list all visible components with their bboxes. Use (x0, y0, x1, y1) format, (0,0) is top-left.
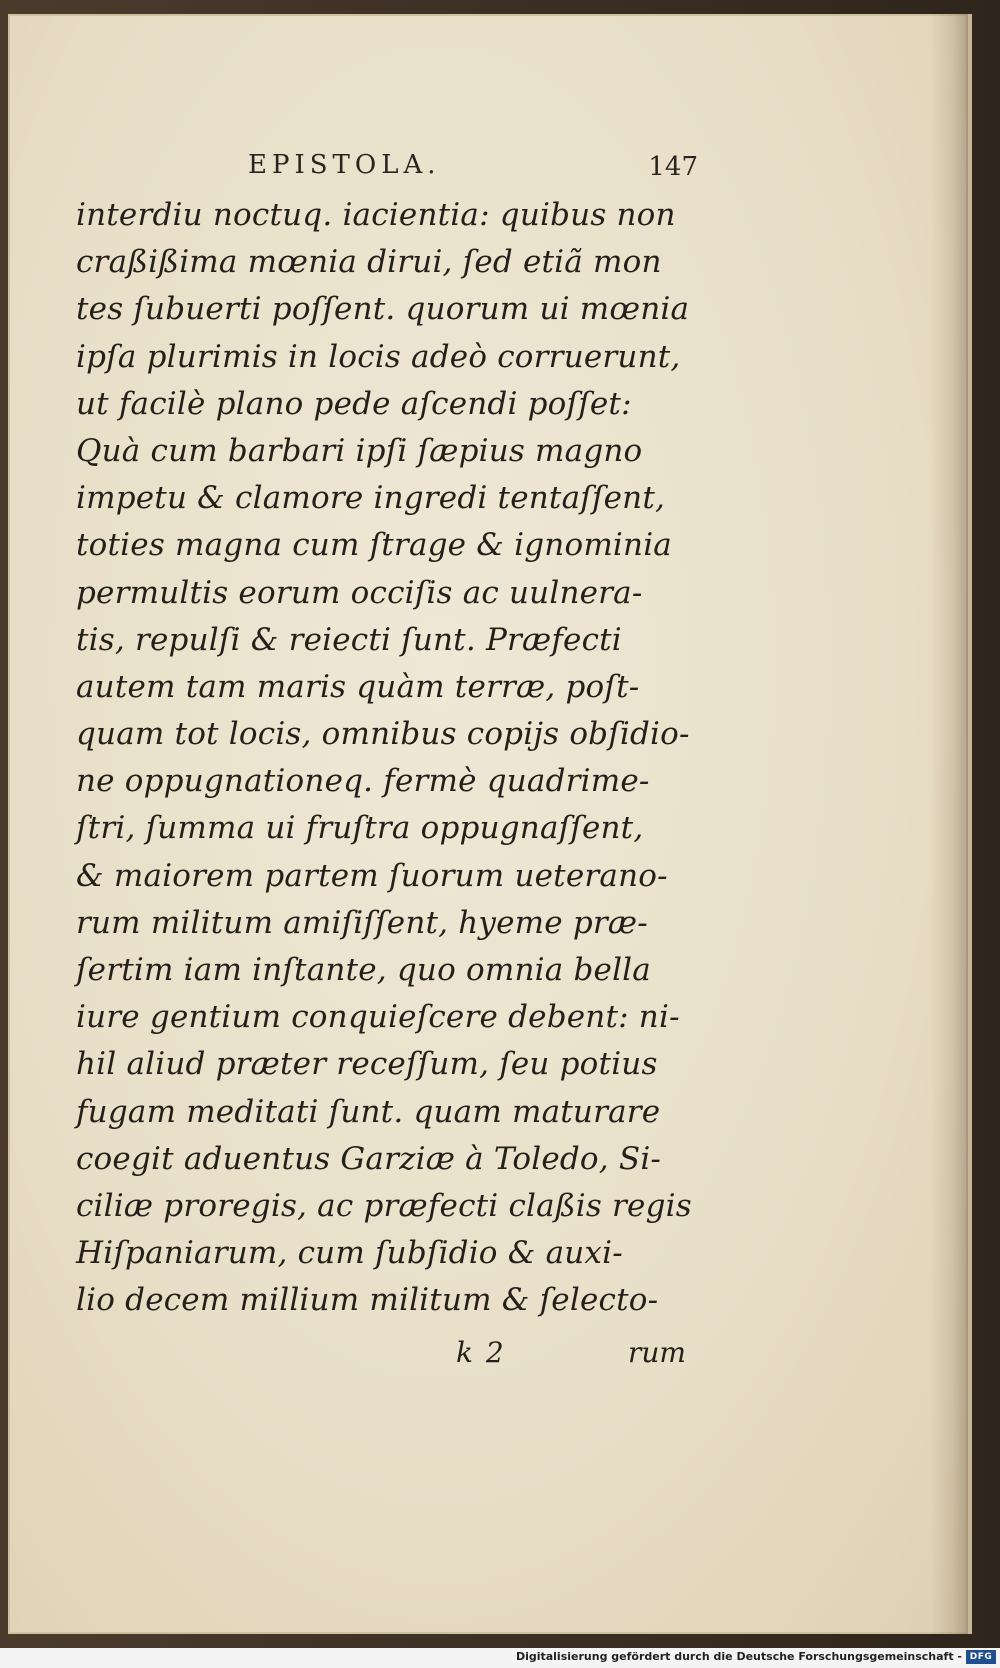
dfg-logo: DFG (966, 1650, 996, 1664)
book-page (8, 14, 968, 1634)
running-head: EPISTOLA. (248, 150, 441, 180)
text-line: iure gentium conquieſcere debent: ni- (76, 999, 680, 1036)
catchword: rum (628, 1336, 686, 1369)
text-line: ciliæ proregis, ac præfecti claßis regis (76, 1187, 692, 1224)
text-line: tes ſubuerti poſſent. quorum ui mœnia (76, 291, 690, 328)
body-text (76, 192, 716, 1325)
text-line: craßißima mœnia dirui, ſed etiã mon (76, 244, 662, 281)
text-line: ut facilè plano pede aſcendi poſſet: (76, 385, 632, 422)
text-line: interdiu noctuq. iacientia: quibus non (76, 197, 676, 233)
text-line: tis, repulſi & reiecti ſunt. Præfecti (76, 621, 622, 658)
text-line: coegit aduentus Garziæ à Toledo, Si- (76, 1140, 662, 1177)
text-line: Hiſpaniarum, cum ſubſidio & auxi- (76, 1235, 623, 1272)
text-line: rum militum amiſiſſent, hyeme præ- (76, 904, 648, 941)
text-line: ſtri, ſumma ui fruſtra oppugnaſſent, (76, 810, 644, 847)
text-line: ſertim iam inſtante, quo omnia bella (76, 952, 651, 988)
text-line: & maiorem partem ſuorum ueterano- (76, 857, 668, 894)
text-line: ipſa plurimis in locis adeò corruerunt, (76, 338, 681, 375)
text-line: impetu & clamore ingredi tentaſſent, (76, 480, 666, 517)
text-line: hil aliud præter receſſum, ſeu potius (76, 1046, 658, 1083)
credit-footer (0, 1648, 1000, 1668)
text-line: permultis eorum occiſis ac uulnera- (76, 574, 643, 611)
text-line: autem tam maris quàm terræ, poſt- (76, 668, 640, 705)
text-line: ne oppugnationeq. fermè quadrime- (76, 763, 650, 800)
text-line: quam tot locis, omnibus copijs obſidio- (76, 716, 690, 753)
signature-mark: k 2 (456, 1336, 506, 1369)
page-edge-shadow (930, 14, 968, 1634)
credit-text: Digitalisierung gefördert durch die Deutsche Forschungsgemeinschaft - (515, 1650, 962, 1663)
text-line: lio decem millium militum & ſelecto- (76, 1282, 659, 1319)
page-header (78, 150, 698, 190)
text-line: toties magna cum ſtrage & ignominia (76, 527, 672, 564)
page-number: 147 (648, 152, 698, 182)
text-line: Quà cum barbari ipſi ſæpius magno (76, 432, 643, 469)
text-line: fugam meditati ſunt. quam maturare (76, 1093, 661, 1130)
